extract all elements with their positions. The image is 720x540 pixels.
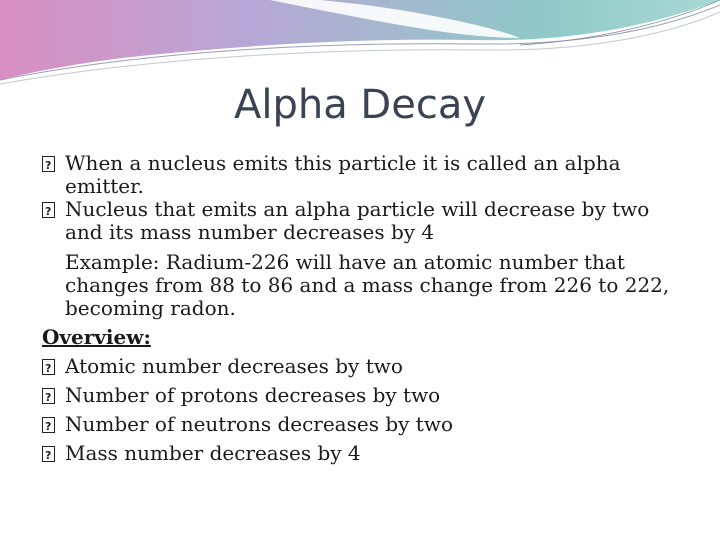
overview-item — [42, 413, 682, 436]
overview-item-text: Number of neutrons decreases by two — [65, 412, 453, 436]
bullet-paragraph — [42, 152, 682, 198]
overview-item — [42, 355, 682, 378]
bullet-box-icon — [42, 202, 55, 218]
overview-item — [42, 384, 682, 407]
overview-item-text: Number of protons decreases by two — [65, 383, 441, 407]
bullet-box-icon — [42, 388, 55, 404]
slide-title: Alpha Decay — [233, 82, 487, 128]
bullet-box-icon — [42, 156, 55, 172]
overview-heading: Overview: — [42, 325, 151, 349]
header-decoration — [0, 0, 720, 90]
overview-item — [42, 442, 682, 465]
bullet-paragraph — [42, 198, 682, 244]
paragraph-text: Nucleus that emits an alpha particle will decrease by two and its mass number decreases by 4 — [65, 197, 650, 244]
bullet-box-icon — [42, 359, 55, 375]
overview-item-text: Atomic number decreases by two — [65, 354, 403, 378]
bullet-box-icon — [42, 417, 55, 433]
example-text: Example: Radium-226 will have an atomic number that changes from 88 to 86 and a mass change from 226 to 222, becoming radon. — [65, 250, 670, 320]
paragraph-text: When a nucleus emits this particle it is called an alpha emitter. — [65, 151, 621, 198]
bullet-box-icon — [42, 446, 55, 462]
slide-body — [42, 152, 682, 465]
overview-item-text: Mass number decreases by 4 — [65, 441, 361, 465]
